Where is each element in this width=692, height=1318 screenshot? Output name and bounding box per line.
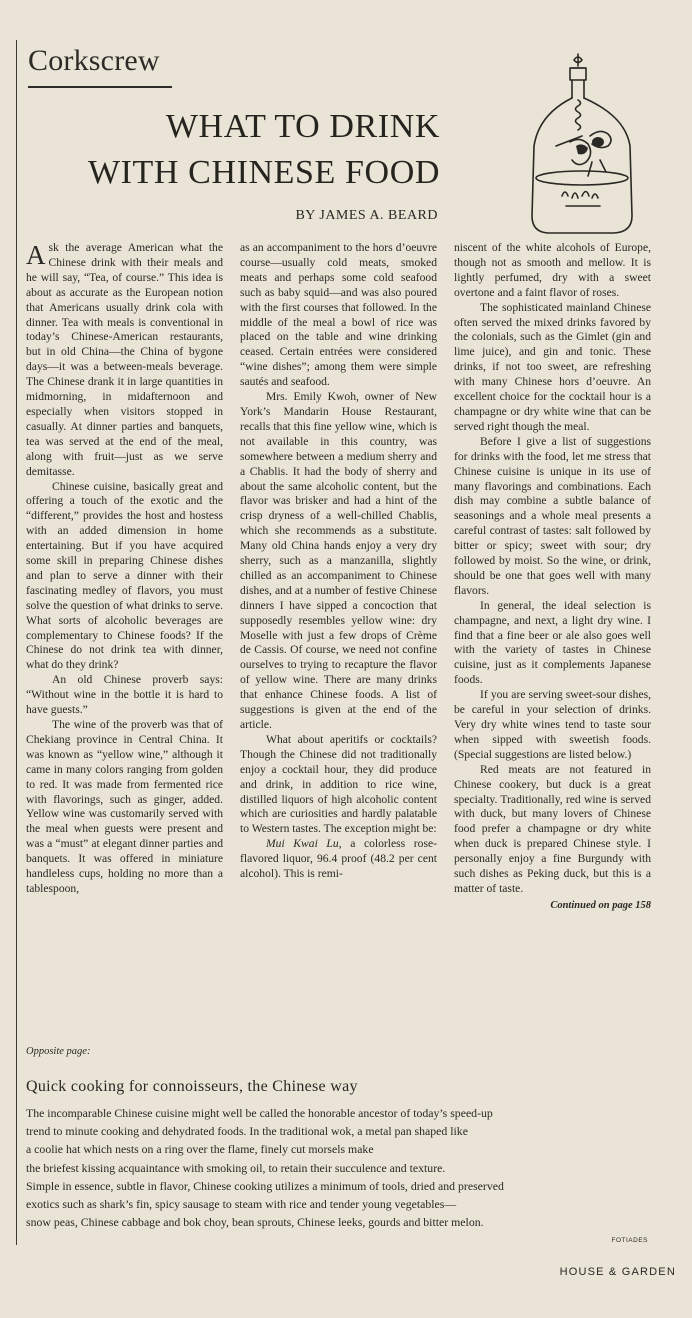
caption-line: exotics such as shark’s fin, spicy sausage to steam with rice and tender young vegetables— bbox=[26, 1197, 457, 1212]
paragraph: Chinese cuisine, basically great and offering a touch of the exotic and the “different,” provides the host and hostess with an added dimension in home entertaining. But if you have acquired some skill in preparing Chinese dishes and plan to serve a dinner with their fascinating medley of flavors, you must solve the question of what drinks to serve. What sorts of alcoholic beverages are complementary to Chinese foods? If the Chinese do not drink tea with dinner, what do they drink? bbox=[26, 479, 223, 672]
paragraph bbox=[240, 837, 437, 882]
liquor-name: Mui Kwai Lu, bbox=[266, 837, 342, 851]
headline-line-2: WITH CHINESE FOOD bbox=[87, 154, 440, 191]
paragraph: An old Chinese proverb says: “Without wine in the bottle it is hard to have guests.” bbox=[26, 673, 223, 717]
paragraph: niscent of the white alcohols of Europe, though not as smooth and mellow. It is lightly perfumed, dry with a sweet overtone and a faint flavor of roses. bbox=[454, 241, 651, 299]
paragraph: as an accompaniment to the hors d’oeuvre course—usually cold meats, smoked meats and perhaps some cold seafood such as baby squid—and was also poured with the first courses that followed. In the middle of the meal a bowl of rice was placed on the table and wine drinking ceased. Certain entrées were considered “wine dishes”; among them were simple sautés and seafood. bbox=[240, 241, 437, 389]
headline-line-1: WHAT TO DRINK bbox=[165, 108, 440, 145]
photo-credit: FOTIADES bbox=[611, 1237, 648, 1244]
article-column-3 bbox=[454, 241, 651, 914]
caption-line: Simple in essence, subtle in flavor, Chinese cooking utilizes a minimum of tools, dried and preserved bbox=[26, 1178, 504, 1193]
caption-line: a coolie hat which nests on a ring over the flame, finely cut morsels make bbox=[26, 1142, 374, 1157]
section-underline bbox=[28, 86, 172, 88]
paragraph: The wine of the proverb was that of Chekiang province in Central China. It was known as “yellow wine,” although it came in many colors ranging from golden to red. It was made from fermented rice with flavorings, such as ginger, added. Yellow wine was customarily served with the meal when guests were present and was a “must” at elegant dinner parties and banquets. It was offered in miniature handleless cups, holding no more than a tablespoon, bbox=[26, 718, 223, 895]
paragraph: Before I give a list of suggestions for drinks with the food, let me stress that Chinese cuisine is unique in its use of many flavorings and combinations. Each dish may combine a subtle balance of seasonings and a whole meal presents a careful contrast of tastes: salt followed by bitter or spicy; sweet with sour; dry followed by moist. So the wine, or drink, should be one that goes well with many flavors. bbox=[454, 434, 651, 597]
paragraph-text: sk the average American what the Chinese drink with their meals and he will say, “Tea, of course.” This idea is about as accurate as the European notion that Americans usually drink cola with dinner. Tea with meals is conventional in today’s Chinese-American restaurants, but in old China—the China of bygone days—it was a between-meals beverage. The Chinese drank it in large quantities in midmorning, in midafternoon and especially when visitors stopped in casually. At dinner parties and banquets, tea was served at the end of the meal, along with fruit—just as we serve demitasse. bbox=[26, 241, 223, 478]
continued-note: Continued on page 158 bbox=[550, 899, 651, 911]
magazine-footer: HOUSE & GARDEN bbox=[559, 1266, 676, 1278]
caption-line: snow peas, Chinese cabbage and bok choy, bean sprouts, Chinese leeks, gourds and bitter melon. bbox=[26, 1215, 484, 1230]
caption-line: the briefest kissing acquaintance with smoking oil, to retain their succulence and texture. bbox=[26, 1160, 446, 1175]
opposite-caption bbox=[26, 1104, 626, 1231]
paragraph bbox=[26, 241, 223, 480]
article-column-1 bbox=[26, 241, 223, 897]
paragraph: What about aperitifs or cocktails? Though the Chinese did not traditionally enjoy a cocktail hour, they did produce and drink, in addition to rice wine, distilled liquors of high alcoholic content which are curiosities and hardly palatable to Western tastes. The exception might be: bbox=[240, 732, 437, 836]
paragraph: If you are serving sweet-sour dishes, be careful in your selection of drinks. Very dry white wines tend to taste sour when sipped with sweetish foods. (Special suggestions are listed below.) bbox=[454, 688, 651, 761]
caption-line: The incomparable Chinese cuisine might well be called the honorable ancestor of today’s speed-up bbox=[26, 1106, 493, 1120]
byline: BY JAMES A. BEARD bbox=[295, 208, 438, 223]
caption-line: trend to minute cooking and dehydrated foods. In the traditional wok, a metal pan shaped like bbox=[26, 1124, 468, 1139]
paragraph-text: a colorless rose-flavored liquor, 96.4 proof (48.2 per cent alcohol). This is remi- bbox=[240, 837, 437, 881]
opposite-title: Quick cooking for connoisseurs, the Chinese way bbox=[26, 1078, 358, 1095]
bottle-illustration bbox=[518, 50, 650, 238]
paragraph: In general, the ideal selection is champagne, and next, a light dry wine. I find that a fine beer or ale also goes well with the variety of tastes in Chinese cuisine, just as it complements Japanese foods. bbox=[454, 598, 651, 687]
drop-cap: A bbox=[26, 240, 46, 270]
paragraph: Mrs. Emily Kwoh, owner of New York’s Mandarin House Restaurant, recalls that this fine yellow wine, which is not available in this country, was somewhere between a medium sherry and a Chablis. It had the body of sherry and about the same alcoholic content, but the flavor was brisker and had a hint of the crisp dryness of a well-chilled Chablis, which she recommends as a substitute. Many old China hands enjoy a very dry sherry, such as a manzanilla, slightly chilled as an accompaniment to Chinese dishes, and at a number of festive Chinese dinners I have sipped a concoction that supposedly resembles yellow wine: dry Moselle with just a few drops of Crème de Cassis. Of course, we need not confine ourselves to trying to recapture the flavor of yellow wine. There are many drinks that enhance Chinese foods. A list of suggestions is given at the end of the article. bbox=[240, 390, 437, 731]
left-margin-rule bbox=[16, 40, 17, 1245]
opposite-page-label: Opposite page: bbox=[26, 1046, 91, 1057]
article-column-2 bbox=[240, 241, 437, 882]
section-label: Corkscrew bbox=[28, 44, 160, 77]
paragraph: The sophisticated mainland Chinese often served the mixed drinks favored by the colonials, such as the Gimlet (gin and lime juice), and gin and tonic. These drinks, if not too sweet, are refreshing with many Chinese hors d’oeuvre. An excellent choice for the cocktail hour is a champagne or dry white wine that can be served right though the meal. bbox=[454, 300, 651, 433]
headline bbox=[60, 104, 440, 196]
paragraph: Red meats are not featured in Chinese cookery, but duck is a great specialty. Traditionally, red wine is served with duck, but many lovers of Chinese food prefer a champagne or dry white when duck is prepared Chinese style. I personally enjoy a fine Burgundy with such dishes as Peking duck, but this is a matter of taste. bbox=[454, 762, 651, 895]
